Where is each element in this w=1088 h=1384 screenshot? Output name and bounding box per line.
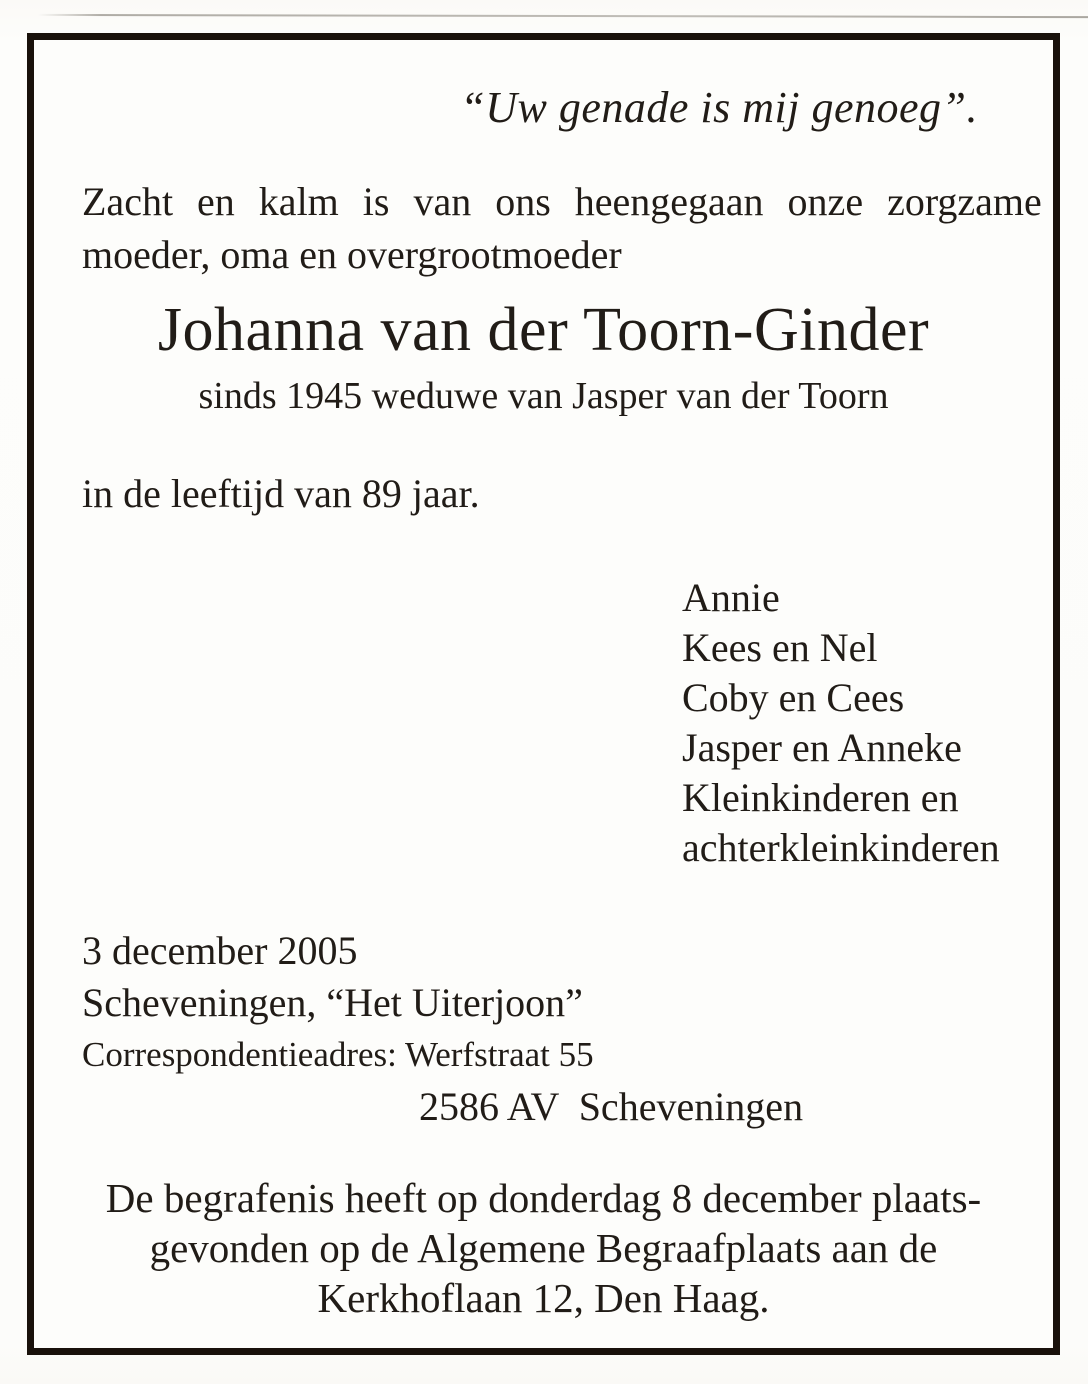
date-line: 3 december 2005 [82, 928, 358, 973]
family-name: Kleinkinderen en [682, 775, 959, 820]
postal-code-line: 2586 AV Scheveningen [419, 1084, 804, 1129]
paper-scan-edge [38, 14, 1088, 18]
funeral-line-2: gevonden op de Algemene Begraafplaats aan de [149, 1225, 938, 1271]
family-name: Kees en Nel [682, 625, 878, 670]
family-names-list [682, 573, 1000, 873]
family-name: achterkleinkinderen [682, 825, 1000, 870]
place-line: Scheveningen, “Het Uiterjoon” [82, 980, 583, 1025]
intro-paragraph [82, 175, 1042, 281]
family-name: Coby en Cees [682, 675, 905, 720]
opening-quote: “Uw genade is mij genoeg”. [460, 83, 978, 132]
correspondence-address-line: Correspondentieadres: Werfstraat 55 [82, 1035, 594, 1074]
funeral-paragraph [34, 1173, 1053, 1323]
intro-line-1: Zacht en kalm is van ons heengegaan onze zorgzame [82, 179, 1042, 224]
memorial-card [27, 33, 1060, 1355]
widow-line: sinds 1945 weduwe van Jasper van der Toorn [198, 375, 889, 417]
funeral-line-3: Kerkhoflaan 12, Den Haag. [317, 1275, 770, 1321]
funeral-line-1: De begrafenis heeft op donderdag 8 december plaats- [105, 1175, 982, 1221]
age-line: in de leeftijd van 89 jaar. [82, 471, 480, 516]
intro-line-2: moeder, oma en overgrootmoeder [82, 232, 622, 277]
deceased-name: Johanna van der Toorn-Ginder [157, 296, 930, 364]
family-name: Jasper en Anneke [682, 725, 962, 770]
family-name: Annie [682, 575, 780, 620]
date-address-block [82, 925, 803, 1133]
